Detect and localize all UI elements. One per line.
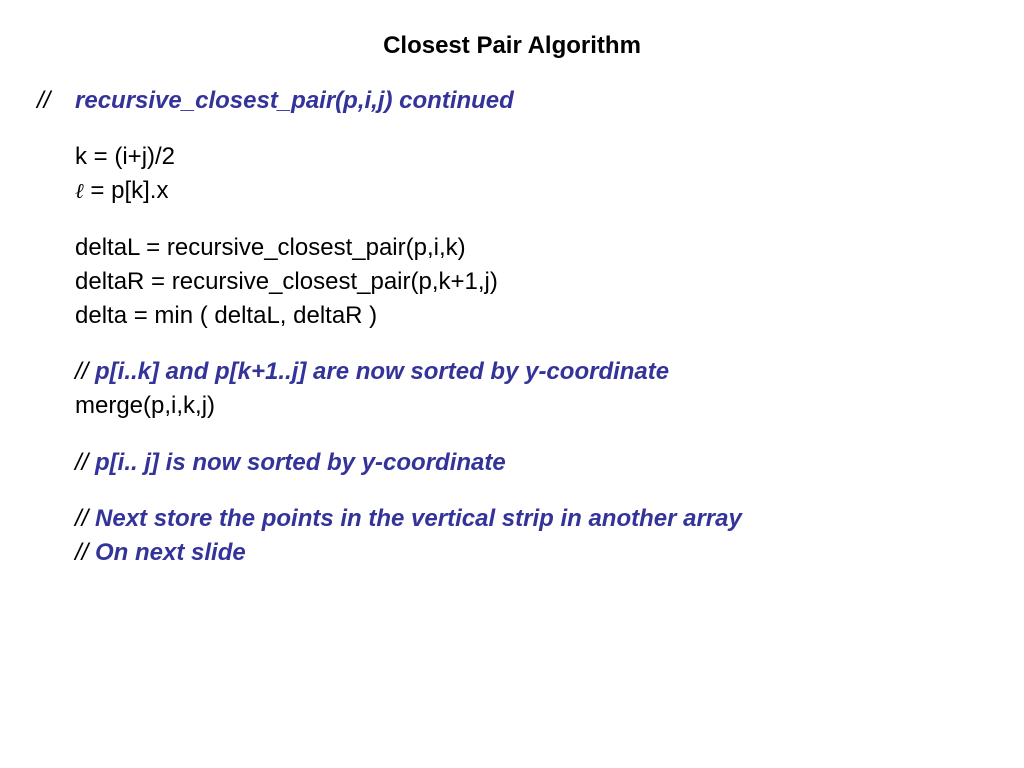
ell-symbol: ℓ bbox=[75, 179, 84, 203]
comment-slashes: // bbox=[75, 358, 89, 385]
header-comment: recursive_closest_pair(p,i,j) continued bbox=[75, 87, 514, 114]
code-line-deltaR: deltaR = recursive_closest_pair(p,k+1,j) bbox=[75, 268, 498, 295]
code-line-deltaL: deltaL = recursive_closest_pair(p,i,k) bbox=[75, 234, 466, 261]
header-comment-slashes: // bbox=[37, 87, 51, 114]
comment-slashes: // bbox=[75, 449, 89, 476]
code-line-merge: merge(p,i,k,j) bbox=[75, 392, 216, 419]
slide-title: Closest Pair Algorithm bbox=[383, 32, 641, 59]
comment-sorted-whole bbox=[75, 448, 506, 478]
comment-slashes: // bbox=[75, 505, 89, 532]
code-line-ell bbox=[75, 176, 168, 206]
ell-assignment: = p[k].x bbox=[83, 177, 169, 204]
comment-sorted-halves-text: p[i..k] and p[k+1..j] are now sorted by y-coordinate bbox=[95, 358, 670, 385]
code-line-delta: delta = min ( deltaL, deltaR ) bbox=[75, 302, 378, 329]
comment-next-store-text: Next store the points in the vertical strip in another array bbox=[95, 505, 742, 532]
comment-next-slide-text: On next slide bbox=[95, 539, 246, 566]
comment-next-slide bbox=[75, 538, 246, 568]
comment-sorted-whole-text: p[i.. j] is now sorted by y-coordinate bbox=[95, 449, 506, 476]
comment-slashes: // bbox=[75, 539, 89, 566]
comment-sorted-halves bbox=[75, 357, 669, 387]
comment-next-store bbox=[75, 504, 742, 534]
code-line-k: k = (i+j)/2 bbox=[75, 143, 176, 170]
